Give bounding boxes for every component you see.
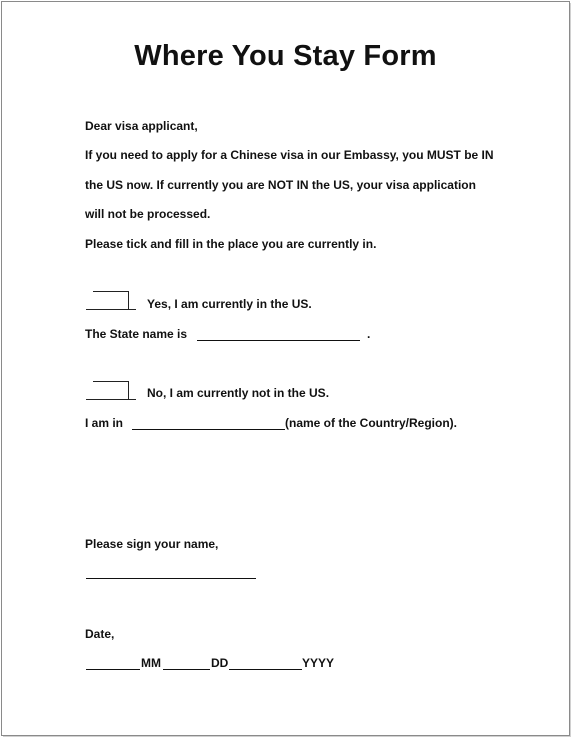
checkbox-yes-box[interactable]	[93, 291, 129, 310]
month-label: MM	[141, 656, 161, 670]
country-field[interactable]	[132, 429, 285, 430]
country-label: I am in	[85, 416, 124, 430]
paragraph-line-2: the US now. If currently you are NOT IN the US, your visa application	[85, 178, 476, 192]
state-name-field[interactable]	[197, 340, 360, 341]
instruction-text: Please tick and fill in the place you are currently in.	[85, 237, 377, 251]
year-label: YYYY	[302, 656, 335, 670]
form-title: Where You Stay Form	[134, 40, 437, 72]
state-label: The State name is	[85, 327, 188, 341]
day-field[interactable]	[163, 669, 210, 670]
state-period: .	[367, 327, 371, 341]
country-suffix: (name of the Country/Region).	[285, 416, 457, 430]
signature-field[interactable]	[86, 578, 256, 579]
checkbox-no-underline	[86, 399, 136, 400]
option-no-label: No, I am currently not in the US.	[147, 386, 330, 400]
month-field[interactable]	[86, 669, 140, 670]
date-label: Date,	[85, 627, 115, 641]
year-field[interactable]	[229, 669, 302, 670]
sign-prompt: Please sign your name,	[85, 537, 219, 551]
paragraph-line-1: If you need to apply for a Chinese visa in our Embassy, you MUST be IN	[85, 148, 494, 162]
greeting-text: Dear visa applicant,	[85, 119, 198, 133]
paragraph-line-3: will not be processed.	[85, 207, 211, 221]
form-page	[1, 1, 570, 736]
checkbox-no-box[interactable]	[93, 381, 129, 400]
checkbox-yes-underline	[86, 309, 136, 310]
day-label: DD	[211, 656, 229, 670]
option-yes-label: Yes, I am currently in the US.	[147, 297, 312, 311]
